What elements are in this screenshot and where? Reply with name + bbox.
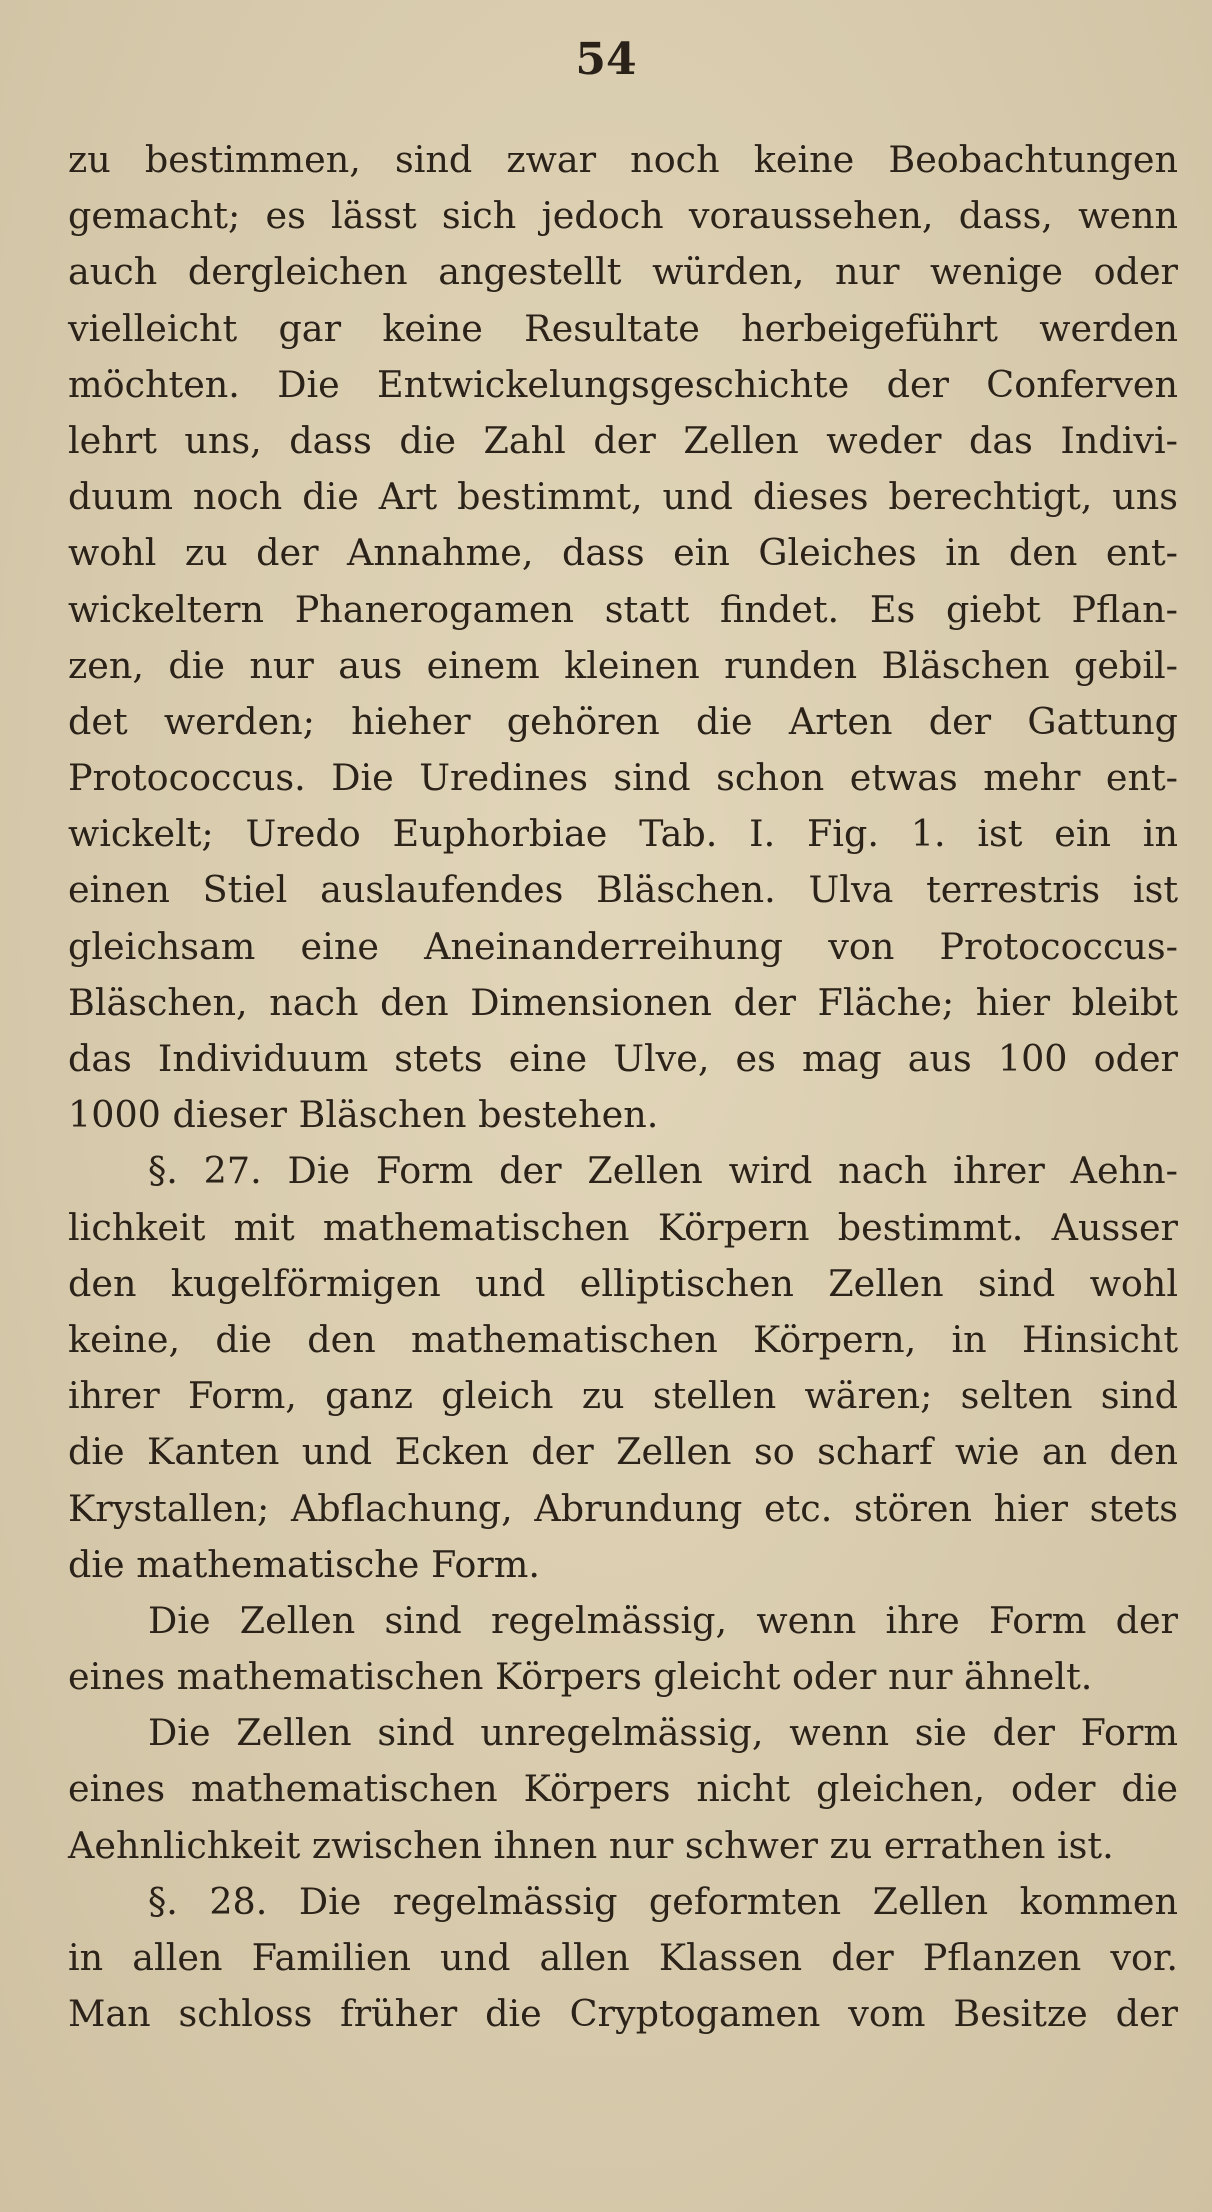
paragraph-start-line: §. 27. Die Form der Zellen wird nach ihrer Aehn- — [148, 1149, 1178, 1193]
text-line: lichkeit mit mathematischen Körpern bestimmt. Ausser — [68, 1205, 1178, 1249]
text-line: duum noch die Art bestimmt, und dieses berechtigt, uns — [68, 475, 1178, 519]
text-line: wohl zu der Annahme, dass ein Gleiches in den ent- — [68, 531, 1178, 575]
text-line: ihrer Form, ganz gleich zu stellen wären; selten sind — [68, 1374, 1178, 1418]
text-line: Protococcus. Die Uredines sind schon etwas mehr ent- — [68, 756, 1178, 800]
text-line: vielleicht gar keine Resultate herbeigeführt werden — [68, 306, 1178, 350]
text-line: auch dergleichen angestellt würden, nur wenige oder — [68, 250, 1178, 294]
text-line: möchten. Die Entwickelungsgeschichte der Conferven — [68, 362, 1178, 406]
text-line: det werden; hieher gehören die Arten der Gattung — [68, 699, 1178, 743]
text-line: zen, die nur aus einem kleinen runden Bläschen gebil- — [68, 643, 1178, 687]
text-line: den kugelförmigen und elliptischen Zellen sind wohl — [68, 1261, 1178, 1305]
paragraph-start-line: §. 28. Die regelmässig geformten Zellen kommen — [148, 1879, 1178, 1923]
text-line: zu bestimmen, sind zwar noch keine Beobachtungen — [68, 138, 1178, 181]
text-line: einen Stiel auslaufendes Bläschen. Ulva terrestris ist — [68, 868, 1178, 912]
text-line: Krystallen; Abflachung, Abrundung etc. stören hier stets — [68, 1486, 1178, 1530]
text-line: eines mathematischen Körpers gleicht oder nur ähnelt. — [68, 1655, 1093, 1699]
text-line: lehrt uns, dass die Zahl der Zellen weder das Indivi- — [68, 418, 1178, 462]
text-line: wickeltern Phanerogamen statt findet. Es giebt Pflan- — [68, 587, 1178, 631]
text-line: gemacht; es lässt sich jedoch voraussehen, dass, wenn — [68, 194, 1178, 238]
text-line: 1000 dieser Bläschen bestehen. — [68, 1093, 659, 1137]
text-line: die Kanten und Ecken der Zellen so scharf wie an den — [68, 1430, 1178, 1474]
text-line: gleichsam eine Aneinanderreihung von Protococcus- — [68, 924, 1178, 968]
paragraph-start-line: Die Zellen sind regelmässig, wenn ihre Form der — [148, 1598, 1178, 1642]
text-line: keine, die den mathematischen Körpern, in Hinsicht — [68, 1317, 1178, 1361]
text-line: die mathematische Form. — [68, 1542, 540, 1586]
text-line: eines mathematischen Körpers nicht gleichen, oder die — [68, 1767, 1178, 1811]
text-line: Aehnlichkeit zwischen ihnen nur schwer zu errathen ist. — [68, 1823, 1114, 1867]
text-line: Man schloss früher die Cryptogamen vom Besitze der — [68, 1992, 1178, 2036]
paragraph-start-line: Die Zellen sind unregelmässig, wenn sie der Form — [148, 1711, 1178, 1755]
text-line: Bläschen, nach den Dimensionen der Fläche; hier bleibt — [68, 980, 1178, 1024]
body-text — [68, 132, 1178, 2042]
page-number: 54 — [575, 34, 637, 85]
text-line: wickelt; Uredo Euphorbiae Tab. I. Fig. 1. ist ein in — [68, 812, 1178, 856]
text-line: in allen Familien und allen Klassen der Pflanzen vor. — [68, 1936, 1178, 1979]
text-line: das Individuum stets eine Ulve, es mag aus 100 oder — [68, 1037, 1178, 1080]
